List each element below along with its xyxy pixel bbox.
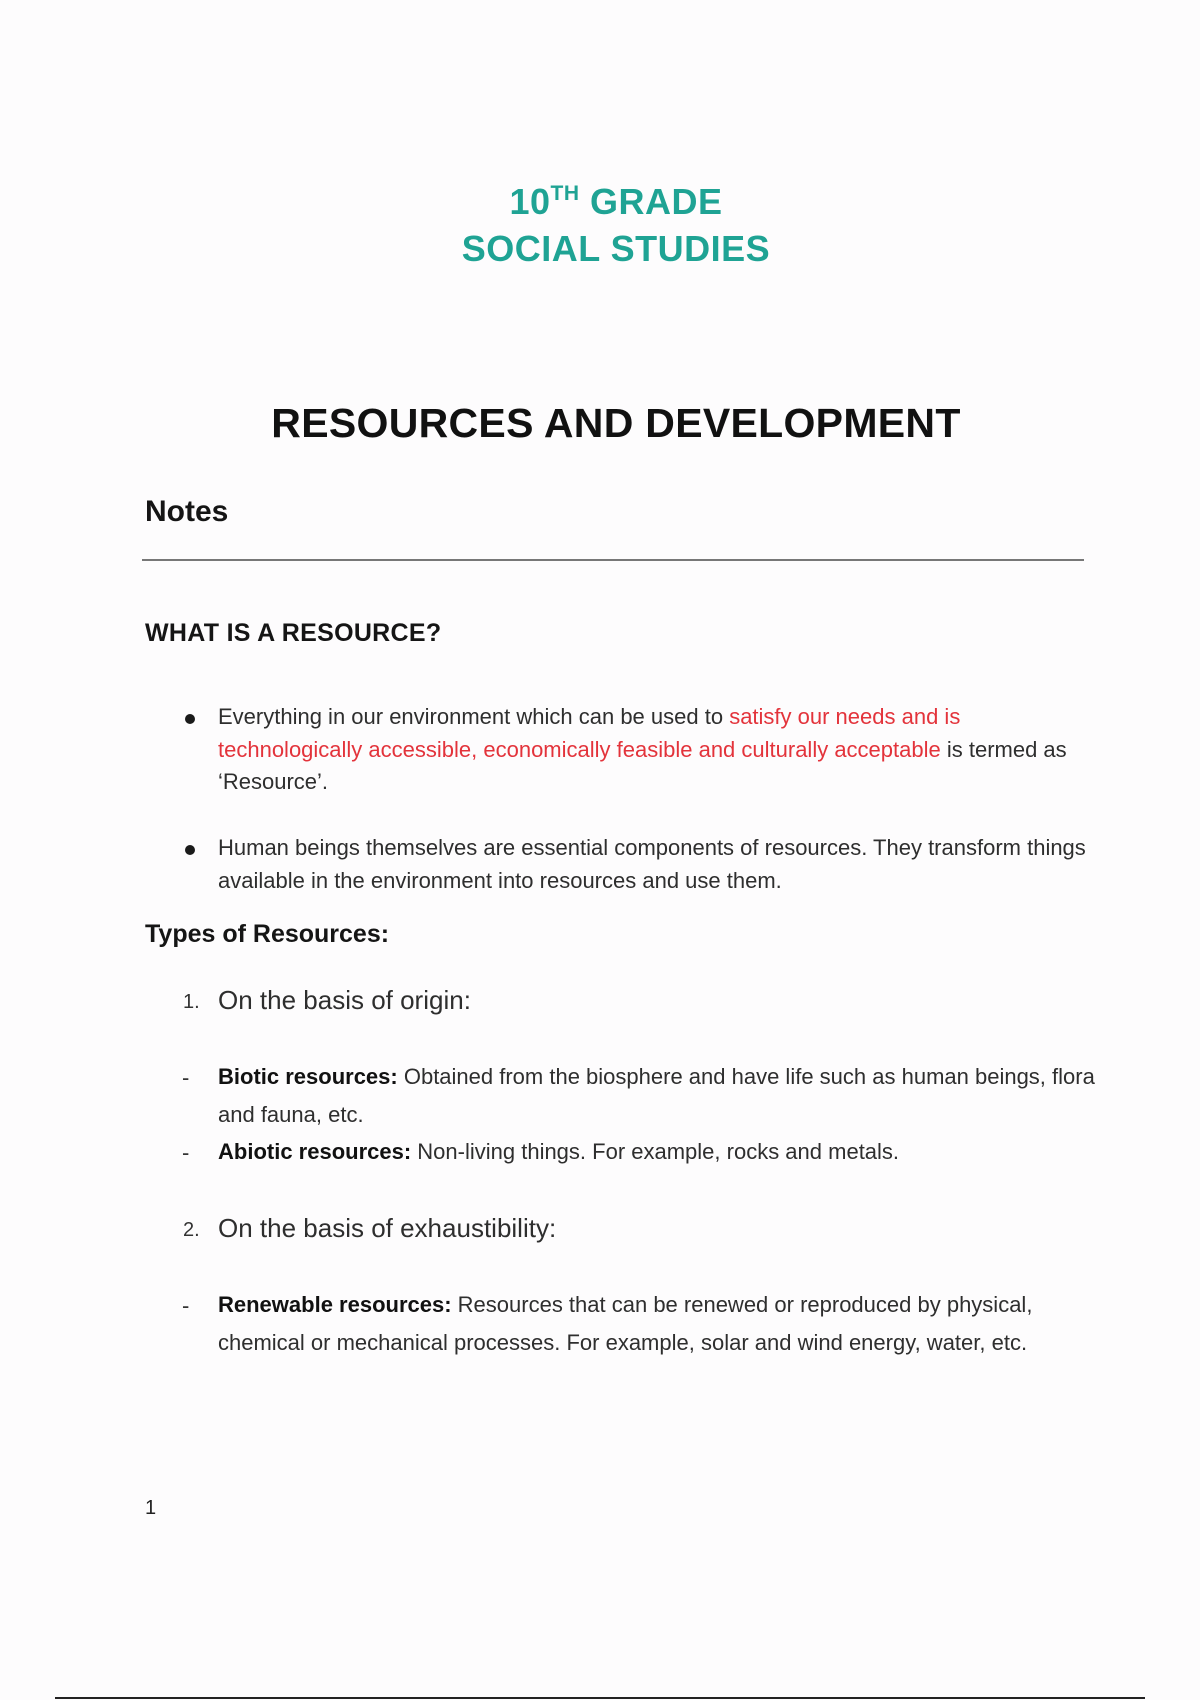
page-number: 1	[145, 1497, 157, 1519]
term-description: Non-living things. For example, rocks and metals.	[411, 1139, 900, 1164]
dash-icon: -	[182, 1293, 190, 1318]
bullet-text: is termed as ‘Resource’.	[218, 736, 1067, 794]
term: Abiotic resources:	[218, 1139, 412, 1164]
dash-icon: -	[182, 1140, 190, 1165]
grade-suffix: TH	[550, 182, 580, 205]
basis-label: On the basis of origin:	[218, 985, 471, 1015]
term-description: Resources that can be renewed or reproduced by physical, chemical or mechanical processes. For example, solar and wind energy, water, etc.	[218, 1292, 1033, 1355]
document-header	[0, 178, 1200, 272]
term: Biotic resources:	[218, 1064, 398, 1089]
list-item	[218, 1133, 1098, 1171]
list-number: 2.	[183, 1219, 200, 1241]
grade-line	[0, 178, 1200, 225]
grade-word: GRADE	[590, 181, 723, 222]
subject-line: SOCIAL STUDIES	[461, 228, 771, 269]
bullet-icon	[185, 845, 195, 855]
dash-icon: -	[182, 1065, 190, 1090]
footer-rule	[55, 1697, 1145, 1699]
types-heading: Types of Resources:	[145, 920, 390, 948]
bullet-item	[218, 701, 1098, 799]
list-number: 1.	[183, 991, 200, 1013]
term-description: Obtained from the biosphere and have life such as human beings, flora and fauna, etc.	[218, 1064, 1095, 1127]
section-heading: WHAT IS A RESOURCE?	[145, 619, 442, 647]
bullet-text: Everything in our environment which can be used to	[218, 704, 730, 729]
notes-heading: Notes	[145, 495, 229, 528]
divider	[142, 559, 1084, 561]
bullet-item: Human beings themselves are essential components of resources. They transform things available in the environment into resources and use them.	[218, 835, 1086, 893]
list-item	[218, 1286, 1098, 1361]
bullet-icon	[185, 714, 195, 724]
grade-number: 10	[509, 181, 551, 222]
list-item	[218, 1058, 1098, 1133]
page-title: RESOURCES AND DEVELOPMENT	[271, 400, 961, 446]
highlight-text: satisfy our needs and is technologically accessible, economically feasible and culturally acceptable	[218, 704, 961, 762]
basis-label: On the basis of exhaustibility:	[218, 1213, 557, 1243]
term: Renewable resources:	[218, 1292, 452, 1317]
